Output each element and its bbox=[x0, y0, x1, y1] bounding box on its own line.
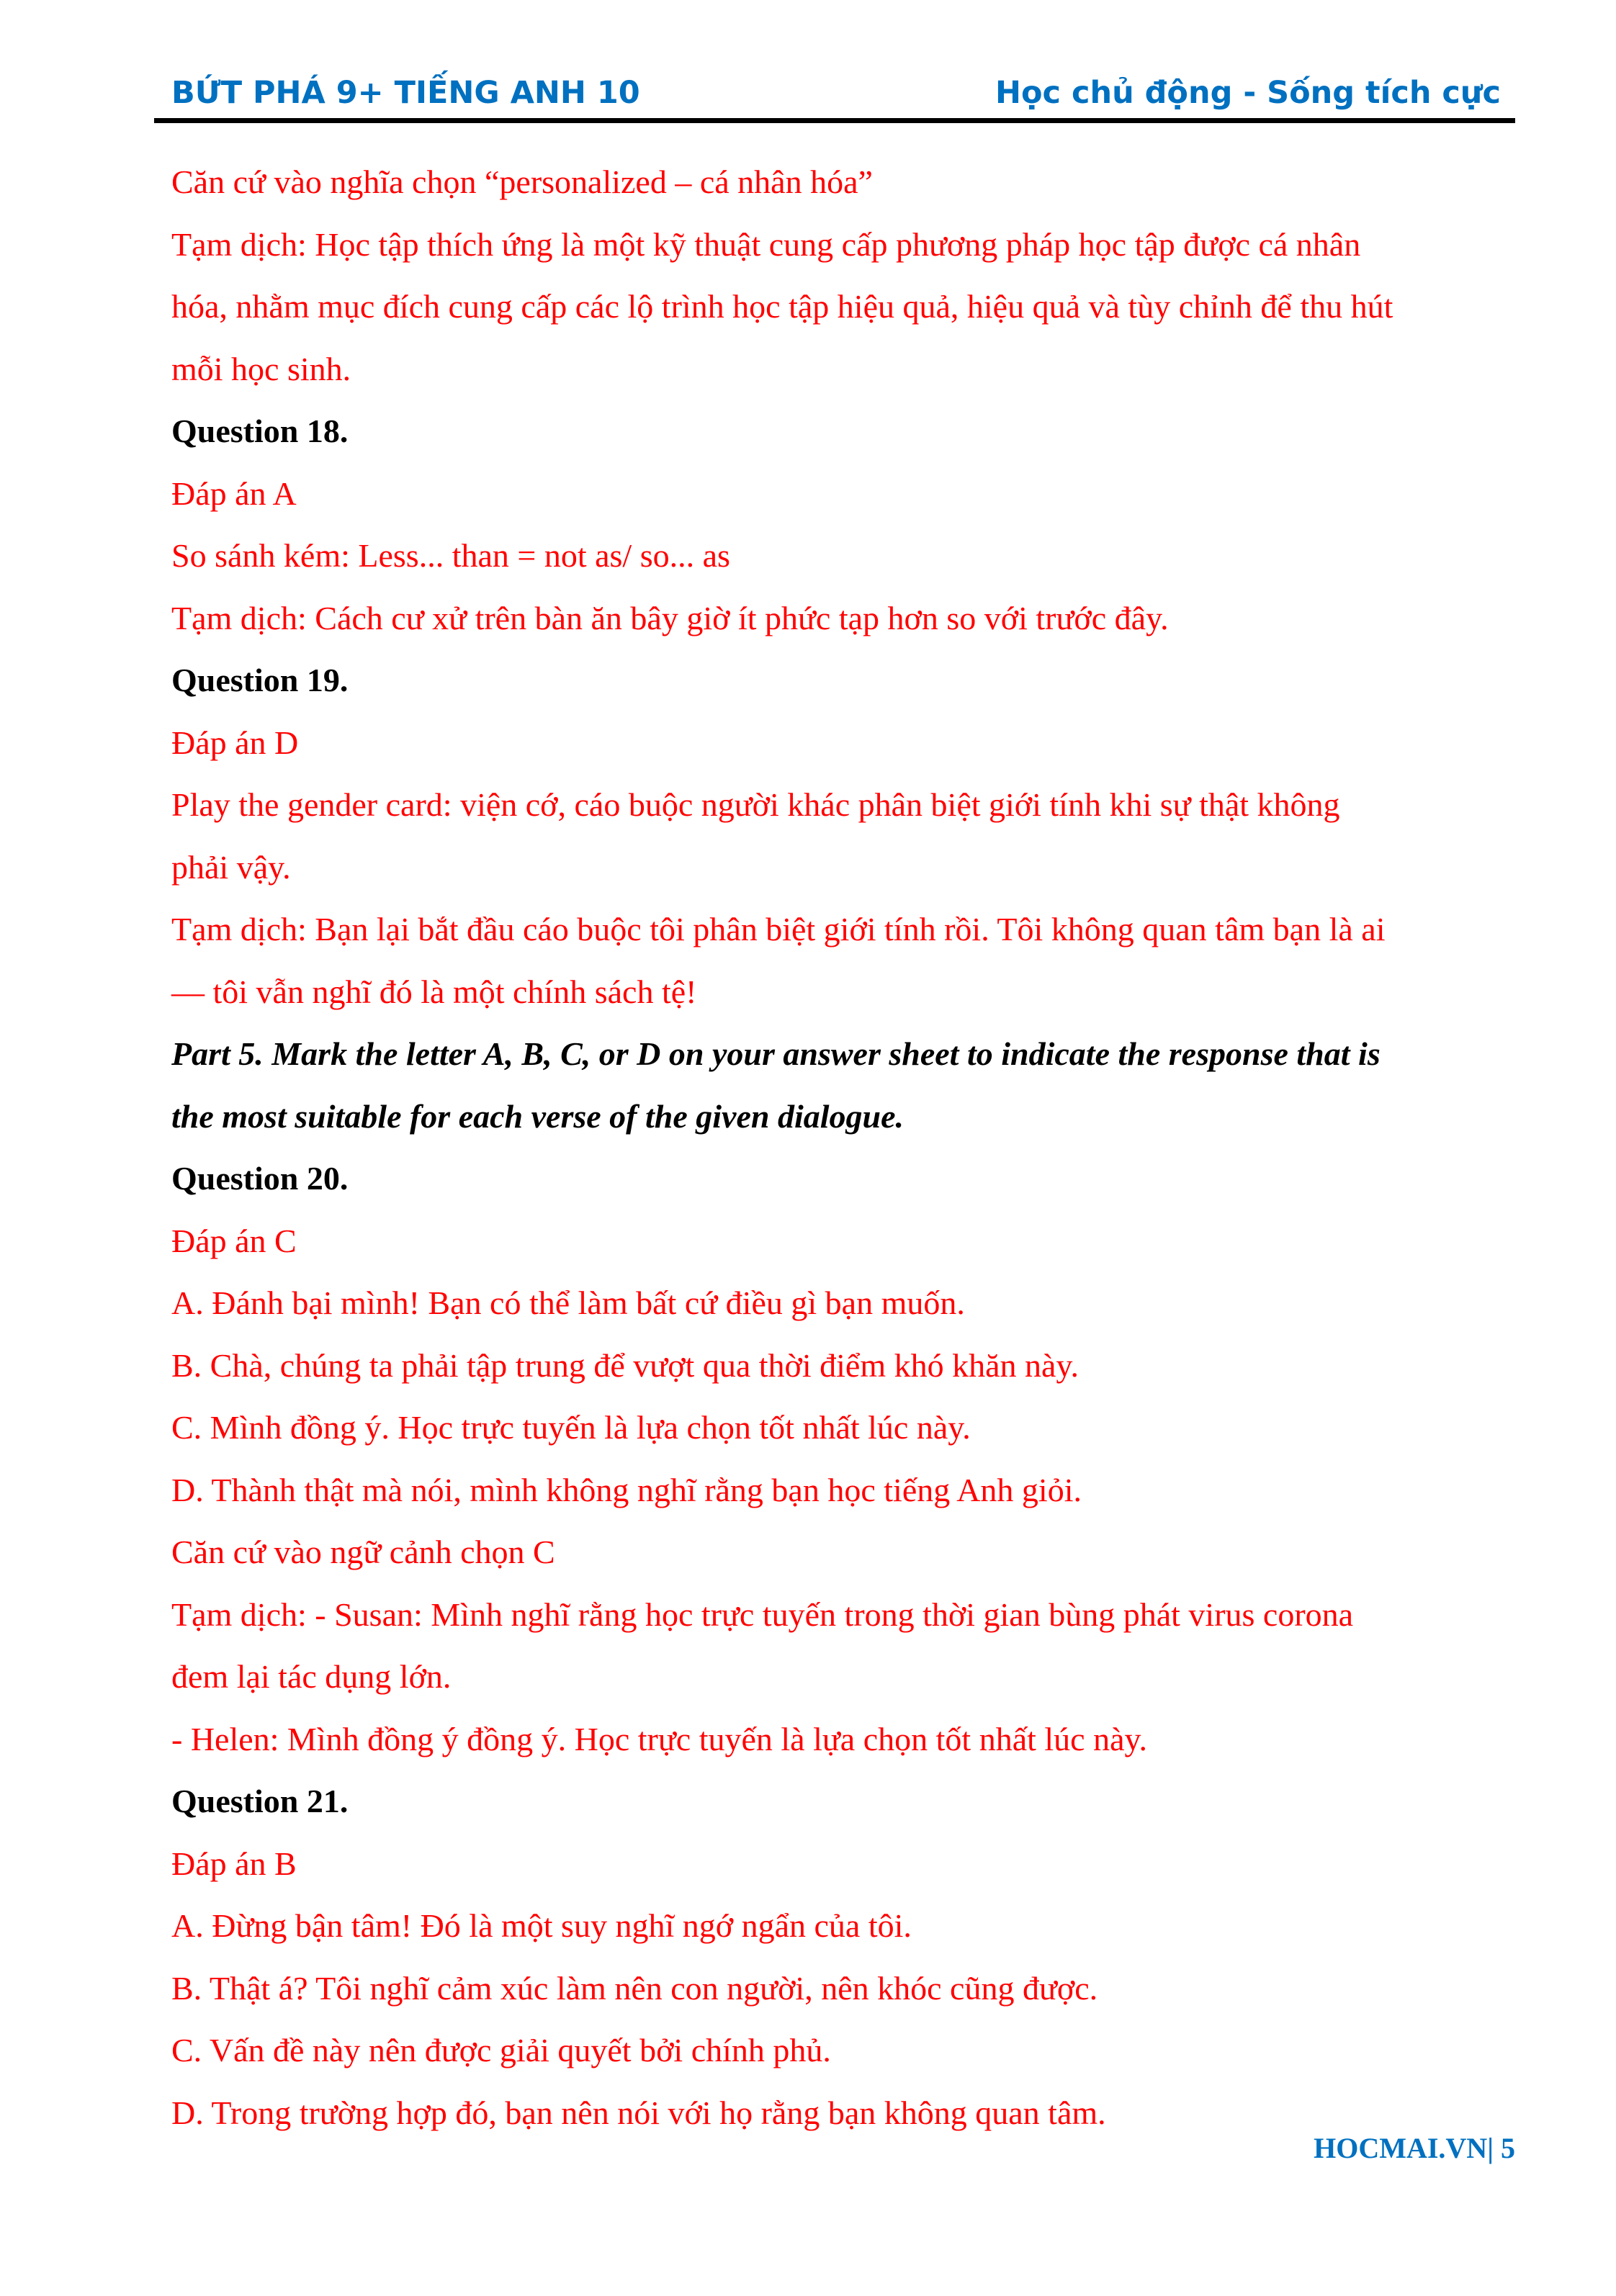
question-heading: Question 20. bbox=[171, 1160, 349, 1197]
part-instruction: the most suitable for each verse of the given dialogue. bbox=[171, 1097, 904, 1135]
header-title-left: BỨT PHÁ 9+ TIẾNG ANH 10 bbox=[171, 75, 640, 111]
answer-key: Đáp án A bbox=[171, 474, 297, 512]
option-line: A. Đánh bại mình! Bạn có thể làm bất cứ điều gì bạn muốn. bbox=[171, 1284, 965, 1321]
text-line: phải vậy. bbox=[171, 848, 291, 886]
header-divider bbox=[154, 118, 1515, 123]
option-line: D. Thành thật mà nói, mình không nghĩ rằng bạn học tiếng Anh giỏi. bbox=[171, 1471, 1082, 1508]
page-header bbox=[154, 71, 1515, 121]
text-line: đem lại tác dụng lớn. bbox=[171, 1658, 452, 1695]
header-title-right: Học chủ động - Sống tích cực bbox=[995, 75, 1501, 111]
option-line: D. Trong trường hợp đó, bạn nên nói với họ rằng bạn không quan tâm. bbox=[171, 2094, 1106, 2131]
text-line: So sánh kém: Less... than = not as/ so... as bbox=[171, 537, 730, 574]
option-line: C. Mình đồng ý. Học trực tuyến là lựa chọn tốt nhất lúc này. bbox=[171, 1409, 971, 1446]
text-line: Căn cứ vào ngữ cảnh chọn C bbox=[171, 1534, 555, 1570]
option-line: C. Vấn đề này nên được giải quyết bởi chính phủ. bbox=[171, 2032, 831, 2068]
answer-key: Đáp án D bbox=[171, 724, 299, 761]
page-footer: HOCMAI.VN| 5 bbox=[1314, 2132, 1515, 2164]
text-line: Tạm dịch: Cách cư xử trên bàn ăn bây giờ ít phức tạp hơn so với trước đây. bbox=[171, 599, 1169, 636]
option-line: A. Đừng bận tâm! Đó là một suy nghĩ ngớ ngẩn của tôi. bbox=[171, 1907, 912, 1944]
option-line: B. Thật á? Tôi nghĩ cảm xúc làm nên con người, nên khóc cũng được. bbox=[171, 1969, 1098, 2007]
text-line: Căn cứ vào nghĩa chọn “personalized – cá nhân hóa” bbox=[171, 163, 873, 200]
text-line: Tạm dịch: - Susan: Mình nghĩ rằng học trực tuyến trong thời gian bùng phát virus corona bbox=[171, 1595, 1354, 1633]
part-instruction: Part 5. Mark the letter A, B, C, or D on your answer sheet to indicate the response that is bbox=[171, 1035, 1381, 1072]
answer-key: Đáp án C bbox=[171, 1222, 297, 1259]
text-line: Tạm dịch: Học tập thích ứng là một kỹ thuật cung cấp phương pháp học tập được cá nhân bbox=[171, 225, 1361, 263]
text-line: - Helen: Mình đồng ý đồng ý. Học trực tuyến là lựa chọn tốt nhất lúc này. bbox=[171, 1720, 1148, 1757]
text-line: Play the gender card: viện cớ, cáo buộc người khác phân biệt giới tính khi sự thật không bbox=[171, 786, 1340, 823]
option-line: B. Chà, chúng ta phải tập trung để vượt qua thời điểm khó khăn này. bbox=[171, 1346, 1079, 1384]
question-heading: Question 21. bbox=[171, 1783, 349, 1819]
question-heading: Question 18. bbox=[171, 413, 349, 449]
text-line: Tạm dịch: Bạn lại bắt đầu cáo buộc tôi phân biệt giới tính rồi. Tôi không quan tâm bạn là ai bbox=[171, 911, 1386, 947]
text-line: — tôi vẫn nghĩ đó là một chính sách tệ! bbox=[171, 973, 697, 1010]
question-heading: Question 19. bbox=[171, 662, 349, 698]
text-line: mỗi học sinh. bbox=[171, 350, 351, 387]
text-line: hóa, nhằm mục đích cung cấp các lộ trình học tập hiệu quả, hiệu quả và tùy chỉnh để thu hút bbox=[171, 288, 1393, 325]
page-content bbox=[171, 151, 1489, 2144]
answer-key: Đáp án B bbox=[171, 1845, 297, 1882]
